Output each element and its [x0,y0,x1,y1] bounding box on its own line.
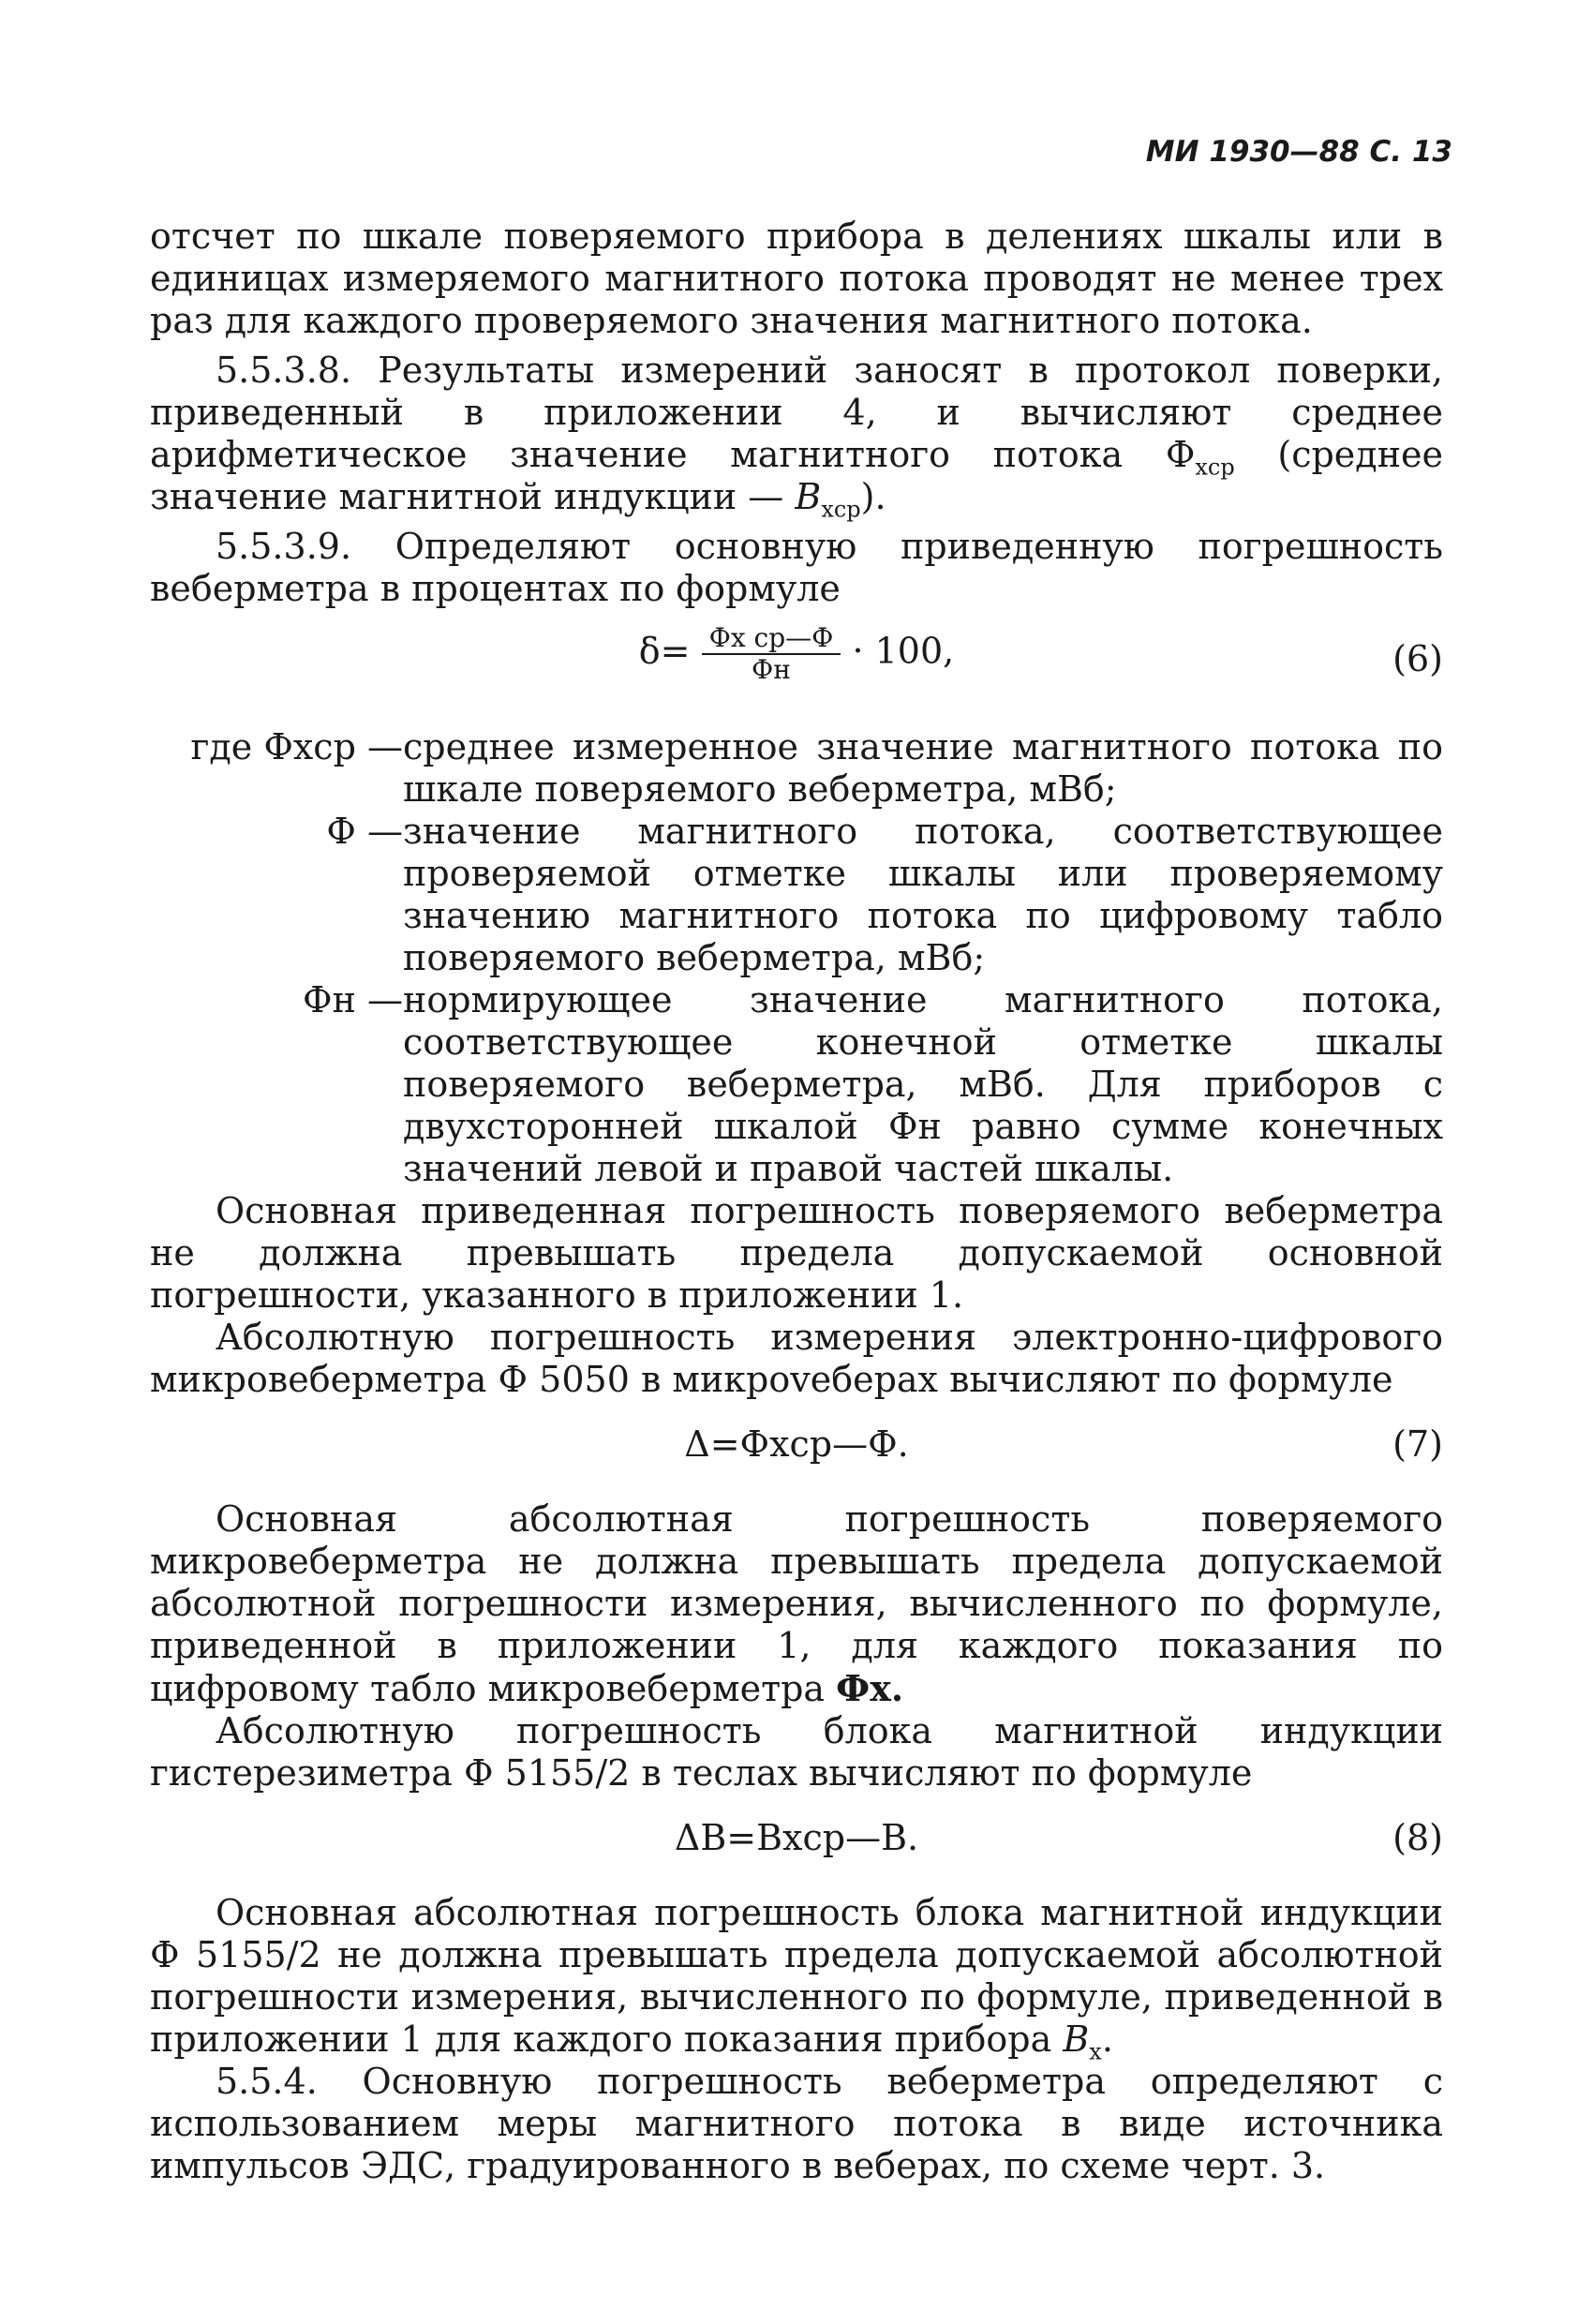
paragraph-5-5-3-8: 5.5.3.8. Результаты измерений заносят в протокол поверки, приведенный в приложении 4, и вычисляют среднее арифметическое значение магнитного потока $Ф_{хср}$ (среднее значение магнитной индукции — $B_{хср}$). [150,350,1443,523]
paragraph-microveber-error: Основная абсолютная погрешность поверяемого микровеберметра не должна превышать предела допускаемой абсолютной погрешности измерения, вычисленного по формуле, приведенной в приложении 1, для каждого показания по цифровому табло микровеберметра Фх. [150,1498,1443,1709]
page-header: МИ 1930—88 С. 13 [1145,135,1452,169]
definition-text: нормирующее значение магнитного потока, соответствующее конечной отметке шкалы поверяемого веберметра, мВб. Для приборов с двухсторонней шкалой Фн равно сумме конечных значений левой и правой частей шкалы. [403,979,1443,1189]
formula-6-lhs: δ= [638,630,691,672]
definition-item [150,726,1443,811]
definition-symbol: Ф — [326,811,403,852]
formula-6-denominator: Фн [752,654,791,685]
paragraph-5-5-4: 5.5.4. Основную погрешность веберметра определяют с использованием меры магнитного потока в виде источника импульсов ЭДС, градуированного в веберах, по схеме черт. 3. [150,2061,1443,2186]
definitions-list [150,726,1443,1190]
formula-7-number: (7) [1392,1423,1443,1465]
formula-8-expression: ΔB=Bхср—B. [674,1817,919,1858]
definition-text: значение магнитного потока, соответствующее проверяемой отметке шкалы или проверяемому значению магнитного потока по цифровому табло поверяемого веберметра, мВб; [403,811,1443,978]
formula-6 [150,623,1443,708]
formula-6-rhs: · 100, [852,630,955,672]
formula-6-number: (6) [1392,638,1443,679]
paragraph-continuation: отсчет по шкале поверяемого прибора в делениях шкалы или в единицах измеряемого магнитного потока проводят не менее трех раз для каждого проверяемого значения магнитного потока. [150,216,1443,341]
formula-8 [150,1808,1443,1873]
definition-symbol: Фн — [303,979,403,1020]
formula-6-fraction [702,623,841,685]
formula-7 [150,1414,1443,1480]
paragraph-abs-error-f5050: Абсолютную погрешность измерения электронно-цифрового микровеберметра Ф 5050 в микроveберах вычисляют по формуле [150,1317,1443,1400]
paragraph-induction-error: Основная абсолютная погрешность блока магнитной индукции Ф 5155/2 не должна превышать предела допускаемой абсолютной погрешности измерения, вычисленного по формуле, приведенной в приложении 1 для каждого показания прибора $B_х$. [150,1892,1443,2065]
definition-symbol: где Фхср — [190,726,403,767]
formula-6-numerator: Фх ср—Ф [702,623,841,655]
definition-item [150,979,1443,1190]
paragraph-5-5-3-9: 5.5.3.9. Определяют основную приведенную погрешность веберметра в процентах по формуле [150,526,1443,609]
definition-item [150,811,1443,979]
body-text [150,216,1443,2187]
paragraph-main-error: Основная приведенная погрешность поверяемого веберметра не должна превышать предела допускаемой основной погрешности, указанного в приложении 1. [150,1190,1443,1316]
paragraph-abs-error-f5155: Абсолютную погрешность блока магнитной индукции гистерезиметра Ф 5155/2 в теслах вычисляют по формуле [150,1710,1443,1794]
definition-text: среднее измеренное значение магнитного потока по шкале поверяемого веберметра, мВб; [403,726,1443,810]
formula-7-expression: Δ=Фхср—Ф. [684,1423,909,1465]
formula-8-number: (8) [1392,1817,1443,1858]
